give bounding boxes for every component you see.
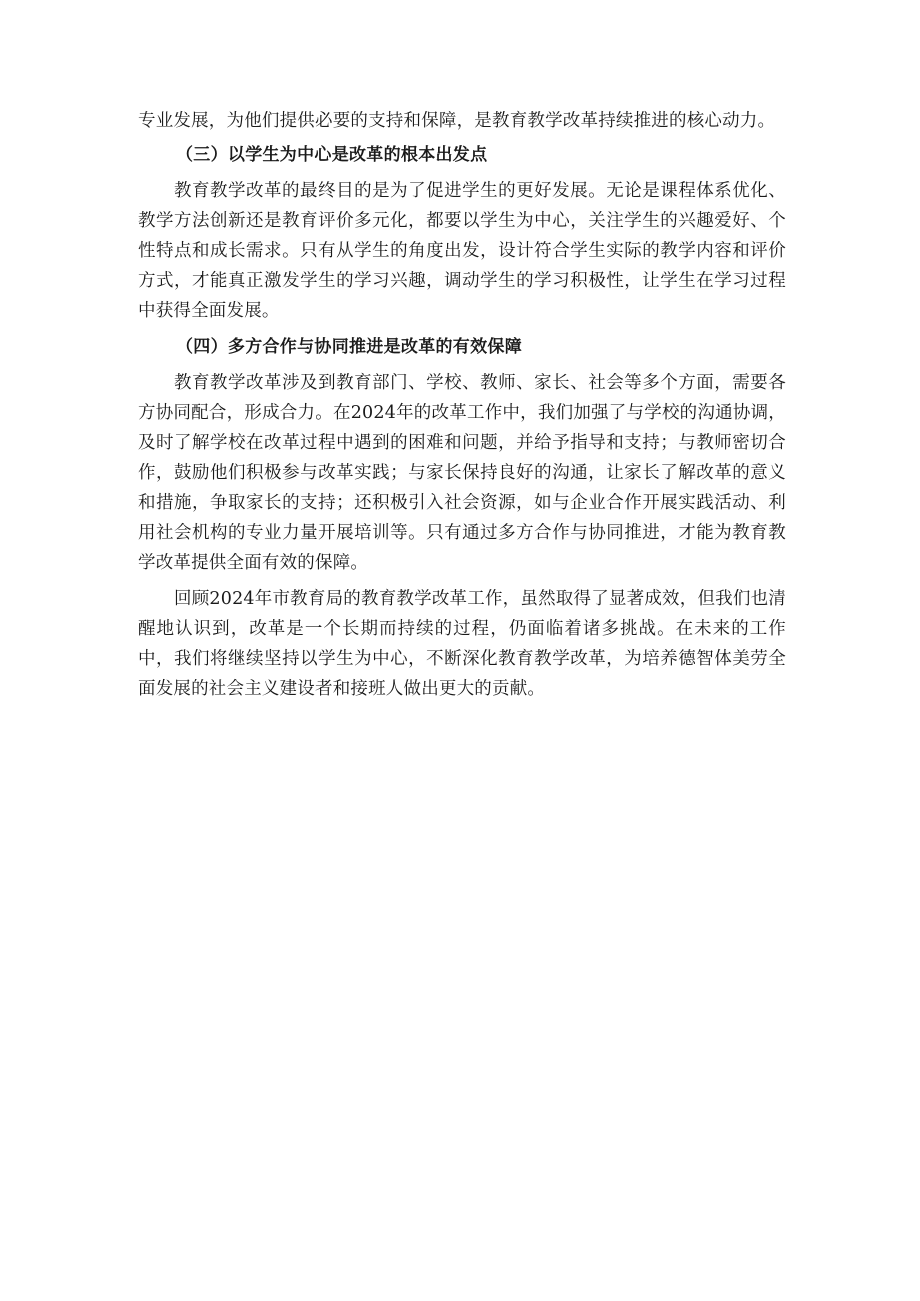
section-3-heading: （三）以学生为中心是改革的根本出发点 bbox=[176, 145, 488, 165]
continuation-paragraph: 专业发展，为他们提供必要的支持和保障，是教育教学改革持续推进的核心动力。 bbox=[138, 111, 776, 131]
section-3-paragraph: 教育教学改革的最终目的是为了促进学生的更好发展。无论是课程体系优化、教学方法创新还是教育评价多元化，都要以学生为中心，关注学生的兴趣爱好、个性特点和成长需求。只有从学生的角度出发，设计符合学生实际的教学内容和评价方式，才能真正激发学生的学习兴趣，调动学生的学习积极性，让学生在学习过程中获得全面发展。 bbox=[138, 181, 786, 321]
section-4-paragraph: 教育教学改革涉及到教育部门、学校、教师、家长、社会等多个方面，需要各方协同配合，形成合力。在2024年的改革工作中，我们加强了与学校的沟通协调，及时了解学校在改革过程中遇到的困难和问题，并给予指导和支持；与教师密切合作，鼓励他们积极参与改革实践；与家长保持良好的沟通，让家长了解改革的意义和措施，争取家长的支持；还积极引入社会资源，如与企业合作开展实践活动、利用社会机构的专业力量开展培训等。只有通过多方合作与协同推进，才能为教育教学改革提供全面有效的保障。 bbox=[138, 373, 786, 573]
document-page bbox=[138, 106, 786, 704]
section-4-heading: （四）多方合作与协同推进是改革的有效保障 bbox=[176, 337, 522, 357]
conclusion-paragraph: 回顾2024年市教育局的教育教学改革工作，虽然取得了显著成效，但我们也清醒地认识到，改革是一个长期而持续的过程，仍面临着诸多挑战。在未来的工作中，我们将继续坚持以学生为中心，不断深化教育教学改革，为培养德智体美劳全面发展的社会主义建设者和接班人做出更大的贡献。 bbox=[138, 589, 786, 699]
